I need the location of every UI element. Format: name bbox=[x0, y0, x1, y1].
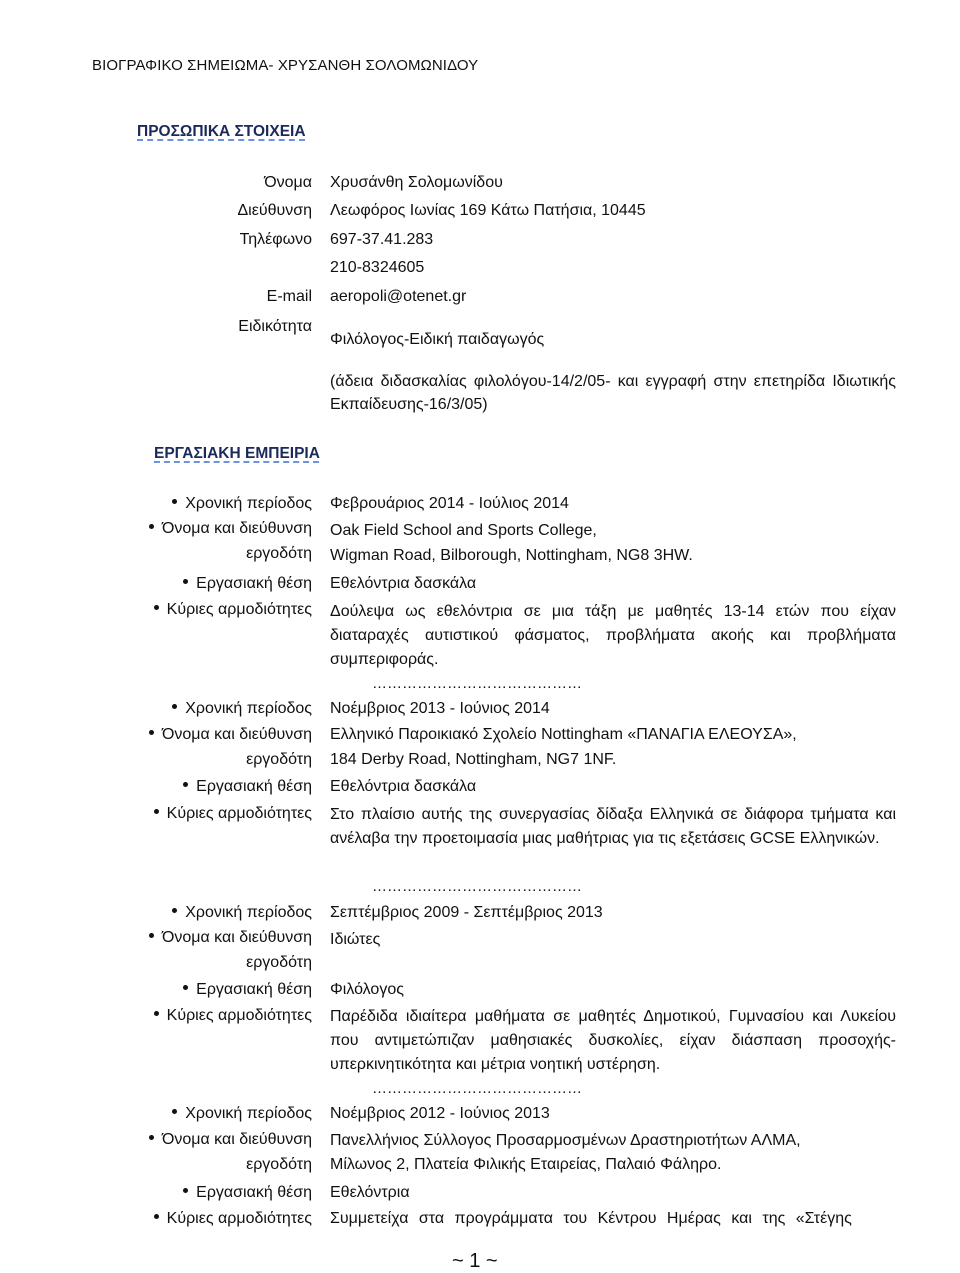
bullet-icon bbox=[172, 908, 177, 913]
phone-value-1: 697-37.41.283 bbox=[330, 231, 434, 248]
bullet-icon bbox=[149, 933, 154, 938]
section-title-personal: ΠΡΟΣΩΠΙΚΑ ΣΤΟΙΧΕΙΑ bbox=[137, 123, 306, 140]
duties-label: Κύριες αρμοδιότητες bbox=[154, 1007, 312, 1025]
period-label: Χρονική περίοδος bbox=[172, 700, 312, 718]
employer-label-2: εργοδότη bbox=[246, 751, 312, 768]
bullet-icon bbox=[183, 579, 188, 584]
bullet-icon bbox=[154, 1214, 159, 1219]
employer-name: Ελληνικό Παροικιακό Σχολείο Nottingham «ΠΑΝΑΓΙΑ ΕΛΕΟΥΣΑ», bbox=[330, 726, 797, 743]
bullet-icon bbox=[154, 809, 159, 814]
separator: …………………………………… bbox=[372, 878, 582, 895]
employer-label: Όνομα και διεύθυνση bbox=[149, 929, 312, 947]
period-label: Χρονική περίοδος bbox=[172, 1105, 312, 1123]
period-label: Χρονική περίοδος bbox=[172, 904, 312, 922]
separator: …………………………………… bbox=[372, 1080, 582, 1097]
position-value: Εθελόντρια bbox=[330, 1184, 410, 1201]
email-label: E-mail bbox=[266, 288, 312, 305]
license-note: (άδεια διδασκαλίας φιλολόγου-14/2/05- και εγγραφή στην επετηρίδα Ιδιωτικής Εκπαίδευσης-16/3/05) bbox=[330, 373, 896, 413]
duties-label: Κύριες αρμοδιότητες bbox=[154, 601, 312, 619]
employer-name: Πανελλήνιος Σύλλογος Προσαρμοσμένων Δραστηριοτήτων ΑΛΜΑ, bbox=[330, 1132, 801, 1149]
bullet-icon bbox=[154, 605, 159, 610]
employer-label: Όνομα και διεύθυνση bbox=[149, 1131, 312, 1149]
period-value: Φεβρουάριος 2014 - Ιούλιος 2014 bbox=[330, 495, 569, 512]
phone-value-2: 210-8324605 bbox=[330, 259, 425, 276]
separator: …………………………………… bbox=[372, 675, 582, 692]
bullet-icon bbox=[183, 782, 188, 787]
bullet-icon bbox=[149, 524, 154, 529]
position-label: Εργασιακή θέση bbox=[183, 575, 312, 593]
employer-label: Όνομα και διεύθυνση bbox=[149, 726, 312, 744]
bullet-icon bbox=[183, 985, 188, 990]
period-value: Νοέμβριος 2013 - Ιούνιος 2014 bbox=[330, 700, 550, 717]
employer-address: Μίλωνος 2, Πλατεία Φιλικής Εταιρείας, Παλαιό Φάληρο. bbox=[330, 1156, 722, 1173]
employer-name: Ιδιώτες bbox=[330, 931, 381, 948]
duties-value: Στο πλαίσιο αυτής της συνεργασίας δίδαξα Ελληνικά σε διάφορα τμήματα και ανέλαβα την προετοιμασία μιας μαθήτριας για τις εξετάσεις GCSE Ελληνικών. bbox=[330, 806, 896, 847]
position-label: Εργασιακή θέση bbox=[183, 981, 312, 999]
position-value: Εθελόντρια δασκάλα bbox=[330, 778, 477, 795]
duties-value: Παρέδιδα ιδιαίτερα μαθήματα σε μαθητές Δημοτικού, Γυμνασίου και Λυκείου που αντιμετώπιζαν μαθησιακές δυσκολίες, είχαν διάσπαση προσοχής-υπερκινητικότητα και μέτρια νοητική υστέρηση. bbox=[330, 1008, 896, 1073]
position-label: Εργασιακή θέση bbox=[183, 778, 312, 796]
position-value: Φιλόλογος bbox=[330, 981, 404, 998]
document-header: ΒΙΟΓΡΑΦΙΚΟ ΣΗΜΕΙΩΜΑ- ΧΡΥΣΑΝΘΗ ΣΟΛΟΜΩΝΙΔΟΥ bbox=[92, 57, 479, 74]
bullet-icon bbox=[172, 499, 177, 504]
period-value: Νοέμβριος 2012 - Ιούνιος 2013 bbox=[330, 1105, 550, 1122]
address-label: Διεύθυνση bbox=[237, 202, 312, 219]
employer-label: Όνομα και διεύθυνση bbox=[149, 520, 312, 538]
period-label: Χρονική περίοδος bbox=[172, 495, 312, 513]
duties-value: Δούλεψα ως εθελόντρια σε μια τάξη με μαθητές 13-14 ετών που είχαν διαταραχές αυτιστικού φάσματος, προβλήματα ακοής και προβλήματα συμπεριφοράς. bbox=[330, 603, 896, 668]
specialty-label: Ειδικότητα bbox=[238, 318, 312, 335]
position-label: Εργασιακή θέση bbox=[183, 1184, 312, 1202]
specialty-value: Φιλόλογος-Ειδική παιδαγωγός bbox=[330, 331, 545, 348]
period-value: Σεπτέμβριος 2009 - Σεπτέμβριος 2013 bbox=[330, 904, 603, 921]
employer-address: 184 Derby Road, Nottingham, NG7 1NF. bbox=[330, 751, 617, 768]
bullet-icon bbox=[149, 730, 154, 735]
bullet-icon bbox=[183, 1188, 188, 1193]
employer-name: Oak Field School and Sports College, bbox=[330, 522, 597, 539]
employer-label-2: εργοδότη bbox=[246, 545, 312, 562]
bullet-icon bbox=[172, 704, 177, 709]
phone-label: Τηλέφωνο bbox=[239, 231, 312, 248]
duties-label: Κύριες αρμοδιότητες bbox=[154, 1210, 312, 1228]
duties-label: Κύριες αρμοδιότητες bbox=[154, 805, 312, 823]
address-value: Λεωφόρος Ιωνίας 169 Κάτω Πατήσια, 10445 bbox=[330, 202, 646, 219]
employer-label-2: εργοδότη bbox=[246, 954, 312, 971]
bullet-icon bbox=[172, 1109, 177, 1114]
section-title-work: ΕΡΓΑΣΙΑΚΗ ΕΜΠΕΙΡΙΑ bbox=[154, 445, 320, 462]
name-value: Χρυσάνθη Σολομωνίδου bbox=[330, 174, 503, 191]
employer-address: Wigman Road, Bilborough, Nottingham, NG8 3HW. bbox=[330, 547, 693, 564]
duties-value: Συμμετείχα στα προγράμματα του Κέντρου Ημέρας και της «Στέγης bbox=[330, 1210, 852, 1227]
bullet-icon bbox=[149, 1135, 154, 1140]
email-value: aeropoli@otenet.gr bbox=[330, 288, 467, 305]
name-label: Όνομα bbox=[264, 174, 312, 191]
employer-label-2: εργοδότη bbox=[246, 1156, 312, 1173]
bullet-icon bbox=[154, 1011, 159, 1016]
position-value: Εθελόντρια δασκάλα bbox=[330, 575, 477, 592]
page-number: ~ 1 ~ bbox=[452, 1250, 498, 1272]
